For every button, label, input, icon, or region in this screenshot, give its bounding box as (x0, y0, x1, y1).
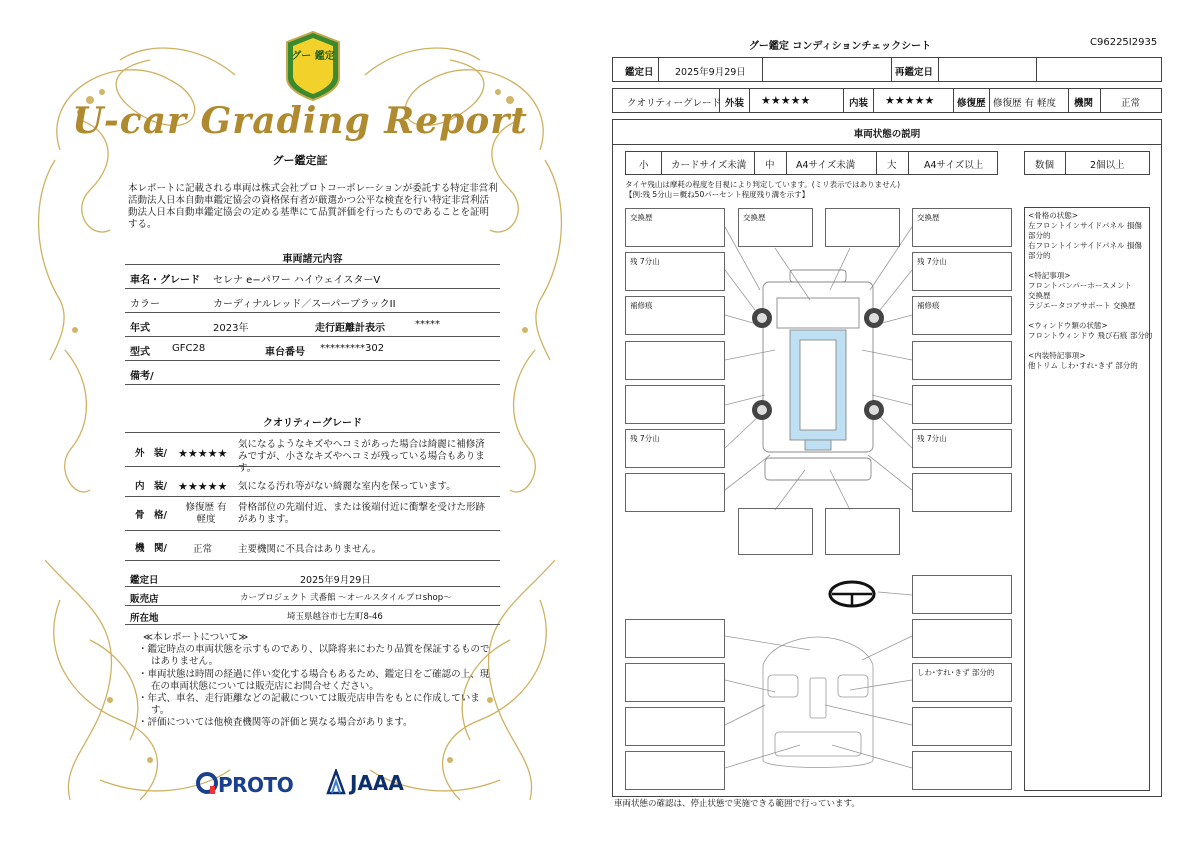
notes-line: 部分的 (1028, 231, 1051, 240)
inspect-box (825, 208, 900, 247)
inspect-box (912, 385, 1012, 424)
notes-line: <ウィンドウ類の状態> (1028, 321, 1108, 330)
report-title: U-car Grading Report (72, 100, 528, 142)
chassis-value: *********302 (320, 343, 385, 354)
spec-table (125, 264, 500, 385)
jaaa-logo-icon (326, 769, 346, 795)
mileage-label: 走行距離計表示 (315, 323, 385, 334)
inspect-box (625, 473, 725, 512)
frame-desc: 骨格部位の先端付近、または後端付近に衝撃を受けた形跡があります。 (238, 502, 486, 525)
condition-heading: 車両状態の説明 (853, 129, 921, 140)
small-value: カードサイズ未満 (671, 160, 747, 171)
inspection-date-value: 2025年9月29日 (300, 575, 371, 586)
repair-label: 修復歴 (957, 98, 986, 109)
count-label: 数個 (1035, 160, 1055, 171)
engine-value: 正常 (193, 544, 213, 555)
notes-line: 右フロントインサイドパネル 損傷 (1028, 241, 1142, 250)
medium-label: 中 (765, 160, 775, 171)
notes-line: 部分的 (1028, 251, 1051, 260)
address-label: 所在地 (130, 613, 159, 624)
inspect-box (912, 707, 1012, 746)
tire-note-1: タイヤ残山は摩耗の程度を目視により判定しています。(ミリ表示ではありません) (625, 180, 901, 189)
box-label: 残 7分山 (630, 257, 660, 266)
notes-line: フロントバンパーホースメント (1028, 281, 1132, 290)
exterior-label: 外 装/ (135, 448, 167, 459)
inspect-box (625, 252, 725, 291)
goo-appraisal-badge-icon (287, 32, 339, 100)
year-label: 年式 (130, 323, 150, 334)
interior-label: 内 装/ (135, 481, 167, 492)
exterior-stars: ★★★★★ (761, 94, 811, 107)
spec-heading: 車両諸元内容 (282, 254, 343, 265)
spec-row-name (125, 265, 500, 289)
condition-check-sheet (600, 0, 1200, 848)
box-label: 補修痕 (917, 301, 940, 310)
spec-row-model (125, 337, 500, 361)
inspect-box (625, 341, 725, 380)
inspect-box (825, 508, 900, 555)
inspect-box (625, 619, 725, 658)
sheet-footer: 車両状態の確認は、停止状態で実施できる範囲で行っています。 (614, 799, 860, 809)
jaaa-logo: JAAA (350, 771, 404, 795)
spec-row-year (125, 313, 500, 337)
inspect-box (625, 429, 725, 468)
address-value: 埼玉県越谷市七左町8-46 (287, 612, 383, 622)
spec-row-color (125, 289, 500, 313)
certificate-subtitle: グー鑑定証 (272, 154, 328, 167)
box-label: 補修痕 (630, 301, 653, 310)
dealer-table (125, 568, 500, 625)
reinspect-label: 再鑑定日 (895, 67, 934, 78)
exterior-desc: 気になるようなキズやヘコミがあった場合は綺麗に補修済みですが、小さなキズやヘコミが残っている場合もあります。 (238, 439, 485, 474)
spec-row-remarks (125, 361, 500, 385)
box-label: 交換歴 (917, 213, 940, 222)
notes-line: <骨格の状態> (1028, 211, 1079, 220)
repair-value: 修復歴 有 軽度 (993, 98, 1057, 109)
steering-wheel-icon (830, 582, 874, 606)
inspection-date-label: 鑑定日 (130, 575, 159, 586)
exterior-label: 外装 (725, 98, 745, 109)
notes-line: フロントウィンドウ 飛び石痕 部分的 (1028, 331, 1153, 340)
color-label: カラー (130, 299, 160, 310)
grade-heading: クオリティーグレード (263, 418, 362, 429)
box-label: 残 7分山 (917, 257, 947, 266)
box-label: しわ･すれ･きず 部分的 (917, 668, 995, 677)
inspect-box (625, 385, 725, 424)
note-item: ・評価については他検査機関等の評価と異なる場合があります。 (138, 717, 413, 729)
year-value: 2023年 (213, 323, 249, 334)
notes-line: 他トリム しわ･すれ･きず 部分的 (1028, 361, 1138, 370)
engine-desc: 主要機関に不具合はありません。 (238, 544, 382, 555)
inspect-box (625, 751, 725, 790)
grade-row-exterior (125, 433, 500, 474)
certificate-intro: 本レポートに記載される車両は株式会社プロトコーポレーションが委託する特定非営利活動法人日本自動車鑑定協会の資格保有者が厳選かつ公平な検査を行い特定非営利活動法人日本自動車鑑定協会の定める基準にて品質評価を行ったものであることを証明する。 (128, 183, 498, 230)
count-value: 2個以上 (1090, 160, 1125, 171)
grade-row-engine (125, 531, 500, 561)
inspect-box (738, 508, 813, 555)
exterior-stars: ★★★★★ (178, 447, 228, 460)
note-item: ・車両状態は時間の経過に伴い変化する場合もあるため、鑑定日をご確認の上、現在の車両状態については販売店にお問合せください。 (138, 668, 490, 692)
frame-label: 骨 格/ (135, 510, 167, 521)
inspect-box (912, 663, 1012, 702)
box-label: 交換歴 (743, 213, 766, 222)
dealer-value: カープロジェクト 弐番館 〜オールスタイルプロshop〜 (240, 593, 452, 603)
date-label: 鑑定日 (625, 67, 654, 78)
chassis-label: 車台番号 (265, 347, 305, 358)
dealer-label: 販売店 (130, 594, 159, 605)
inspect-box (625, 296, 725, 335)
inspect-box (625, 663, 725, 702)
frame-value: 修復歴 有 軽度 (185, 502, 227, 525)
note-item: ・鑑定時点の車両状態を示すものであり、以降将来にわたり品質を保証するものではありません。 (138, 644, 490, 668)
engine-label: 機 関/ (135, 543, 167, 554)
grade-row-frame (125, 497, 500, 531)
notes-line: <特記事項> (1028, 271, 1071, 280)
interior-desc: 気になる汚れ等がない綺麗な室内を保っています。 (238, 481, 456, 492)
sheet-code: C96225I2935 (1090, 37, 1158, 48)
inspect-box (912, 341, 1012, 380)
inspect-box (625, 208, 725, 247)
inspect-box (912, 751, 1012, 790)
inspection-date-row (125, 568, 500, 587)
notes-line: ラジエータコアサポート 交換歴 (1028, 301, 1136, 310)
inspect-box (912, 429, 1012, 468)
inspect-box (912, 208, 1012, 247)
inspect-box (912, 473, 1012, 512)
quality-label: クオリティーグレード (627, 98, 722, 109)
model-value: GFC28 (172, 343, 206, 354)
remarks-label: 備考/ (130, 371, 154, 382)
interior-label: 内装 (849, 98, 869, 109)
mileage-value: ***** (415, 319, 440, 330)
grade-row-interior (125, 467, 500, 497)
grade-table (125, 432, 500, 561)
notes-line: 左フロントインサイドパネル 損傷 (1028, 221, 1142, 230)
proto-logo-icon (196, 772, 218, 796)
tire-note-2: 【例:残 5分山＝概ね50パーセント程度残り溝を示す】 (625, 190, 810, 199)
dealer-row (125, 587, 500, 606)
notes-line: 交換歴 (1028, 291, 1051, 300)
large-value: A4サイズ以上 (924, 160, 984, 171)
proto-logo: PROTO (218, 773, 294, 797)
report-notes (138, 632, 498, 730)
notes-line: <内装特記事項> (1028, 351, 1086, 360)
date-value: 2025年9月29日 (675, 67, 746, 78)
car-interior-icon (763, 637, 873, 768)
sheet-title: グー鑑定 コンディションチェックシート (748, 41, 932, 52)
box-label: 残 7分山 (917, 434, 947, 443)
car-top-view-icon (763, 270, 873, 480)
box-label: 残 7分山 (630, 434, 660, 443)
address-row (125, 606, 500, 625)
box-label: 交換歴 (630, 213, 653, 222)
model-label: 型式 (130, 347, 150, 358)
notes-heading: ≪本レポートについて≫ (143, 632, 249, 643)
color-value: カーディナルレッド／スーパーブラックII (213, 299, 396, 310)
name-label: 車名・グレード (130, 275, 200, 286)
inspect-box (738, 208, 813, 247)
name-value: セレナ e−パワー ハイウェイスターV (213, 275, 381, 286)
engine-label: 機関 (1074, 98, 1094, 109)
inspect-box (912, 252, 1012, 291)
interior-stars: ★★★★★ (178, 480, 228, 493)
badge-label: グー 鑑定 (291, 51, 335, 62)
inspect-box (625, 707, 725, 746)
inspect-box (912, 619, 1012, 658)
inspect-box (912, 575, 1012, 614)
small-label: 小 (639, 160, 649, 171)
inspect-box (912, 296, 1012, 335)
large-label: 大 (887, 160, 897, 171)
interior-stars: ★★★★★ (885, 94, 935, 107)
medium-value: A4サイズ未満 (796, 160, 856, 171)
note-item: ・年式、車名、走行距離などの記載については販売店申告をもとに作成しています。 (138, 693, 480, 717)
engine-value: 正常 (1121, 98, 1141, 109)
